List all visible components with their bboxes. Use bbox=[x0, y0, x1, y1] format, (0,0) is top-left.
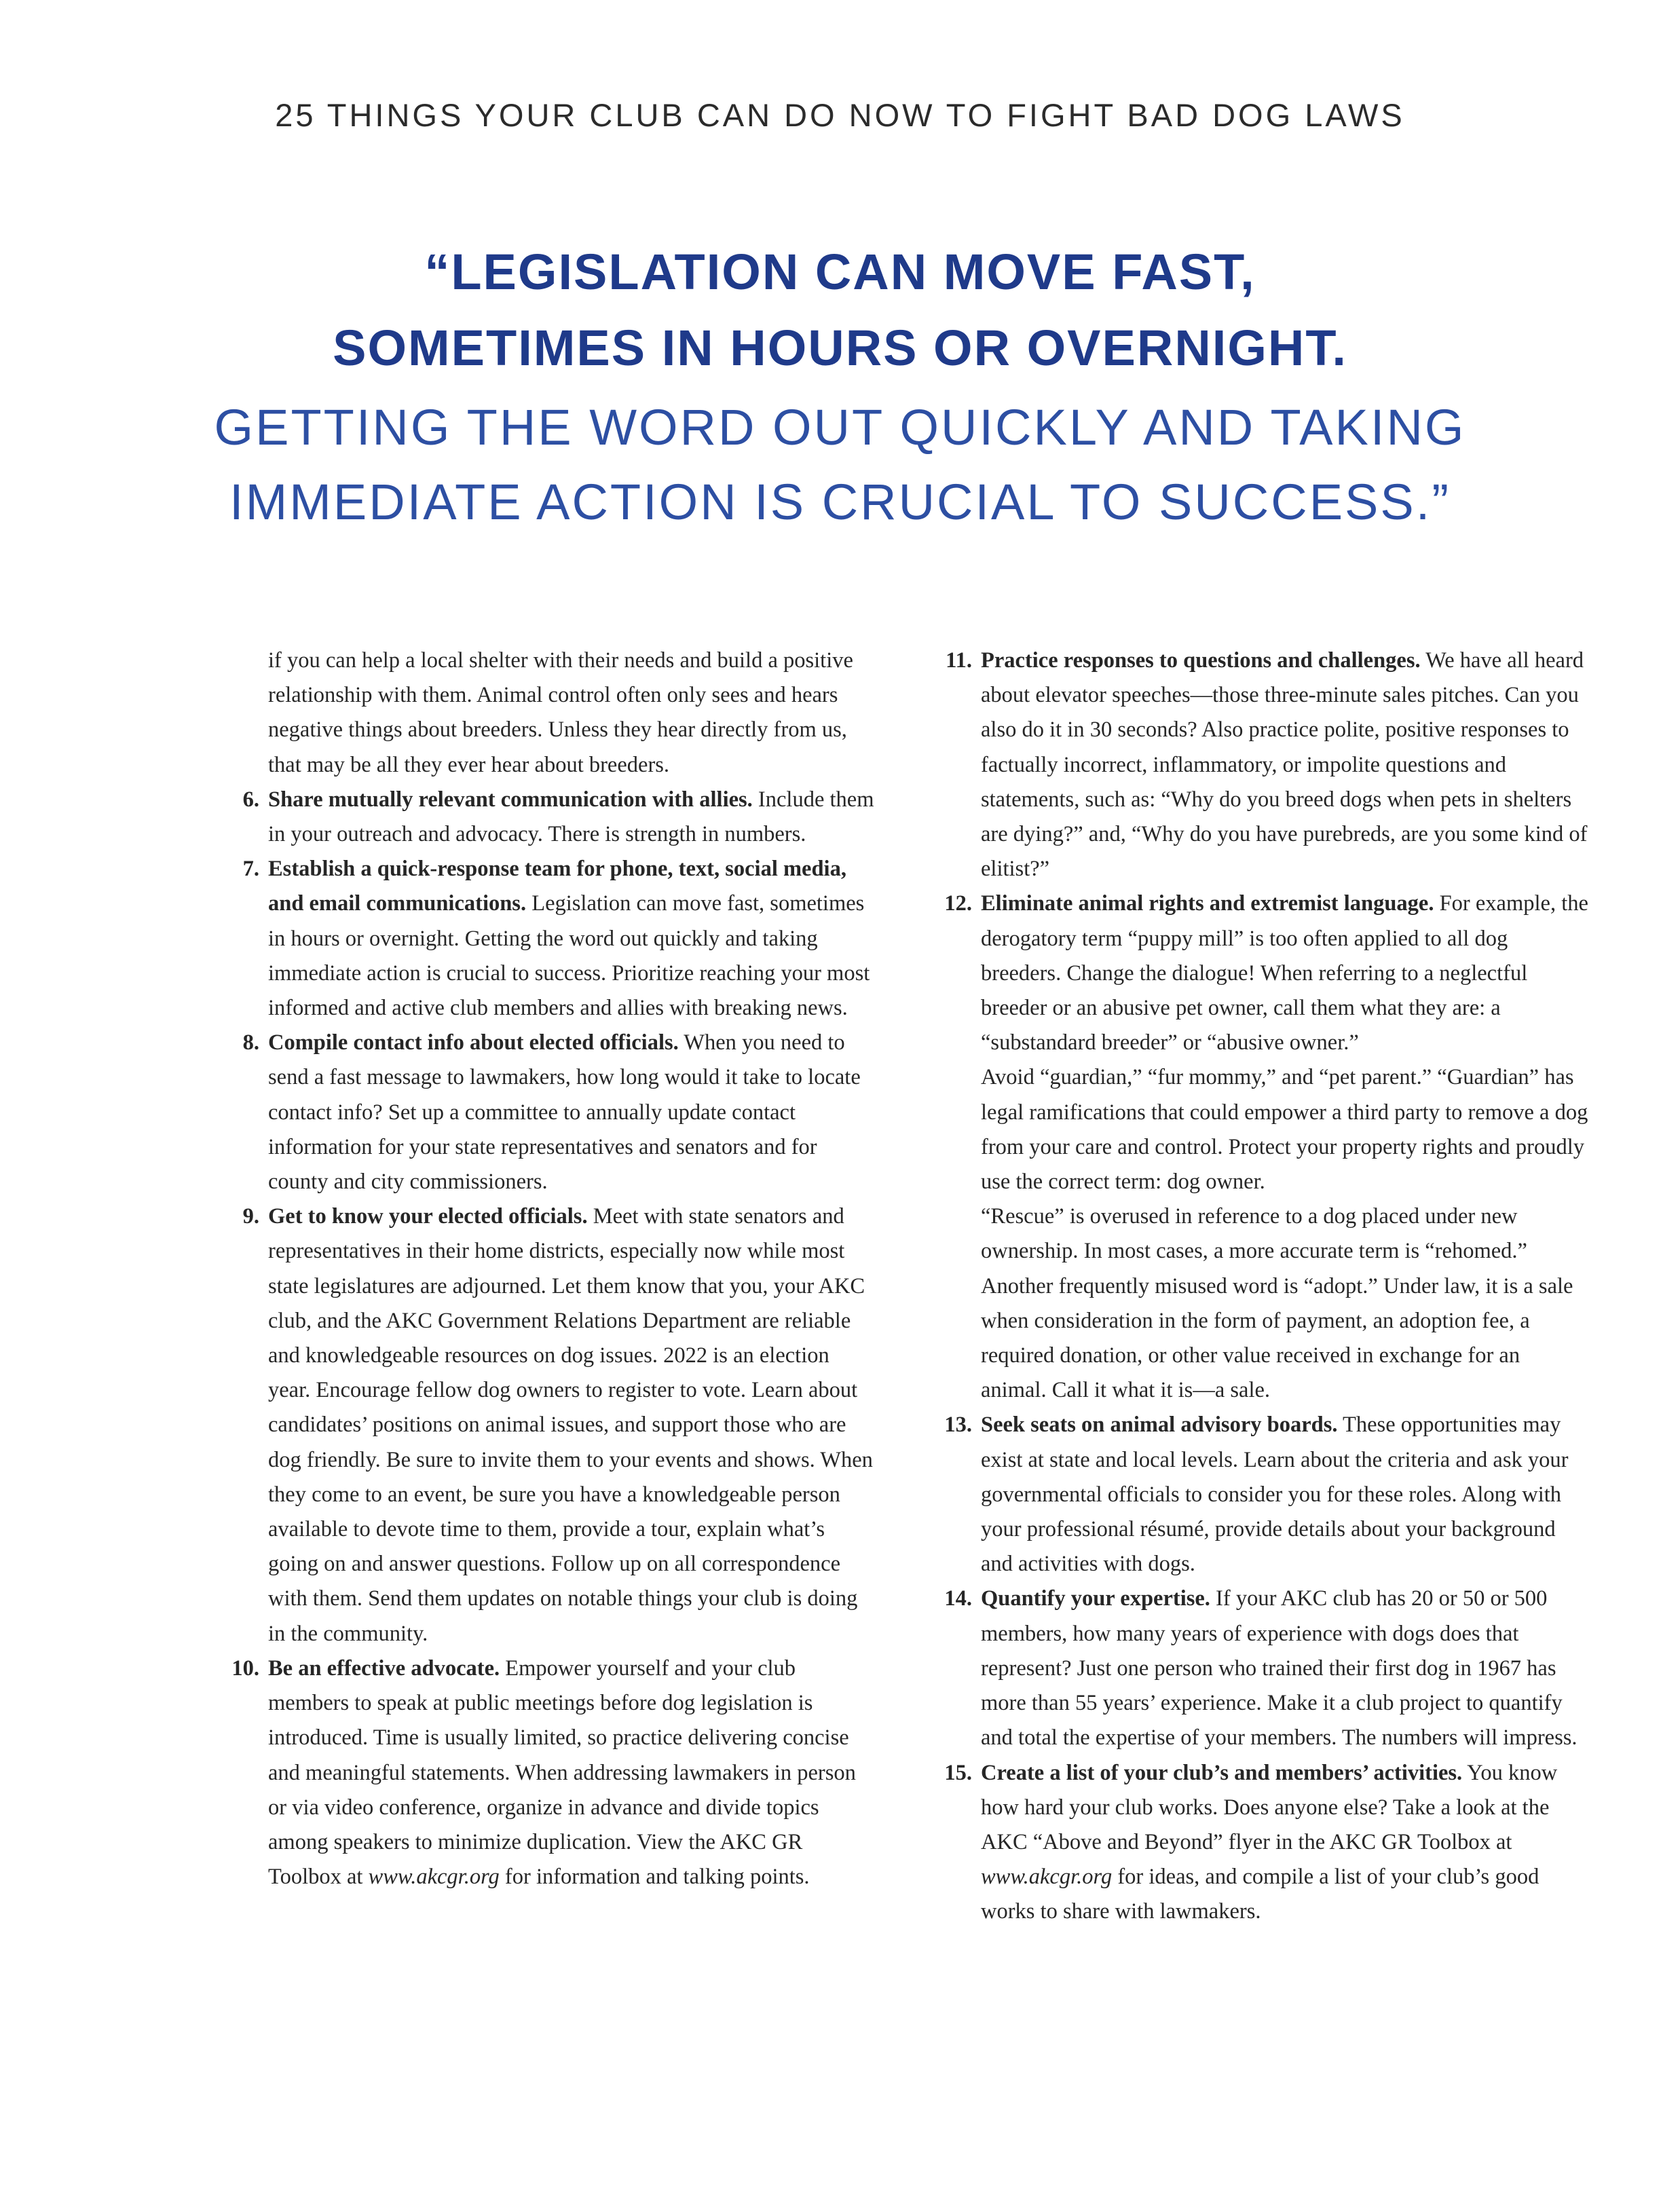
list-item bbox=[210, 852, 876, 1026]
list-item bbox=[210, 1199, 876, 1651]
list-item bbox=[923, 886, 1588, 1408]
item-lead: Seek seats on animal advisory boards. bbox=[981, 1412, 1338, 1438]
item-number: 13. bbox=[944, 1412, 972, 1438]
item-lead: Practice responses to questions and challenges. bbox=[981, 648, 1421, 673]
item-number: 15. bbox=[944, 1760, 972, 1785]
website-link[interactable]: www.akcgr.org bbox=[981, 1865, 1113, 1890]
pull-quote-bold-line: SOMETIMES IN HOURS OR OVERNIGHT. bbox=[333, 320, 1347, 376]
pull-quote-bold-line: “LEGISLATION CAN MOVE FAST, bbox=[424, 244, 1256, 300]
item-body-end: for ideas, and compile a list of your club’s good works to share with lawmakers. bbox=[981, 1865, 1539, 1924]
list-item bbox=[923, 643, 1588, 886]
item-lead: Create a list of your club’s and members’ activities. bbox=[981, 1760, 1463, 1785]
item-lead: Get to know your elected officials. bbox=[268, 1204, 588, 1229]
left-column bbox=[210, 643, 876, 1894]
item-number: 6. bbox=[242, 787, 259, 812]
right-column bbox=[923, 643, 1588, 1930]
item-number: 10. bbox=[231, 1655, 259, 1681]
list-item bbox=[923, 1756, 1588, 1930]
website-link[interactable]: www.akcgr.org bbox=[368, 1865, 500, 1890]
list-item bbox=[923, 1408, 1588, 1582]
list-item bbox=[923, 1582, 1588, 1755]
item-body: Meet with state senators and representatives in their home districts, especially now while most state legislatures are adjourned. Let them know that you, your AKC club, and the AKC Government Relations Department are reliable and knowledgeable resources on dog issues. 2022 is an election year. Encourage fellow dog owners to register to vote. Learn about candidates’ positions on animal issues, and support those who are dog friendly. Be sure to invite them to your events and shows. When they come to an event, be sure you have a knowledgeable person available to devote time to them, provide a tour, explain what’s going on and answer questions. Follow up on all correspondence with them. Send them updates on notable things your club is doing in the community. bbox=[268, 1204, 873, 1646]
item-body-end: for information and talking points. bbox=[499, 1865, 810, 1890]
running-header: 25 THINGS YOUR CLUB CAN DO NOW TO FIGHT BAD DOG LAWS bbox=[275, 97, 1405, 133]
item-body: Legislation can move fast, sometimes in hours or overnight. Getting the word out quickly and taking immediate action is crucial to success. Prioritize reaching your most informed and active club members and allies with breaking news. bbox=[268, 891, 870, 1021]
item-number: 7. bbox=[242, 857, 259, 882]
item-lead: Eliminate animal rights and extremist language. bbox=[981, 891, 1434, 916]
item-lead: Be an effective advocate. bbox=[268, 1655, 500, 1681]
pull-quote bbox=[0, 234, 1680, 540]
item-lead: Establish a quick-response team for phone, text, social media, and email communications. bbox=[268, 857, 846, 916]
item-body: You know how hard your club works. Does anyone else? Take a look at the AKC “Above and Beyond” flyer in the AKC GR Toolbox at bbox=[981, 1760, 1558, 1854]
item-number: 8. bbox=[242, 1030, 259, 1055]
item-lead: Compile contact info about elected officials. bbox=[268, 1030, 679, 1055]
list-item bbox=[210, 1651, 876, 1894]
pull-quote-light-line: IMMEDIATE ACTION IS CRUCIAL TO SUCCESS.” bbox=[229, 474, 1451, 530]
item-extra-paragraph: Avoid “guardian,” “fur mommy,” and “pet parent.” “Guardian” has legal ramifications that could empower a third party to remove a dog from your care and control. Protect your property rights and proudly use the correct term: dog owner. bbox=[981, 1065, 1588, 1195]
item-body: If your AKC club has 20 or 50 or 500 members, how many years of experience with dogs does that represent? Just one person who trained their first dog in 1967 has more than 55 years’ experience. Make it a club project to quantify and total the expertise of your members. The numbers will impress. bbox=[981, 1586, 1578, 1751]
item-number: 9. bbox=[242, 1204, 259, 1229]
item-body: These opportunities may exist at state and local levels. Learn about the criteria and ask your governmental officials to consider you for these roles. Along with your professional résumé, provide details about your background and activities with dogs. bbox=[981, 1412, 1569, 1577]
item-body: For example, the derogatory term “puppy mill” is too often applied to all dog breeders. Change the dialogue! When referring to a neglectful breeder or an abusive pet owner, call them what they are: a “substandard breeder” or “abusive owner.” bbox=[981, 891, 1588, 1055]
item-body: Include them in your outreach and advocacy. There is strength in numbers. bbox=[268, 787, 874, 847]
continued-paragraph: if you can help a local shelter with their needs and build a positive relationship with them. Animal control often only sees and hears negative things about breeders. Unless they hear directly from us, that may be all they ever hear about breeders. bbox=[268, 648, 853, 777]
item-lead: Share mutually relevant communication with allies. bbox=[268, 787, 753, 812]
item-number: 12. bbox=[944, 891, 972, 916]
item-extra-paragraph: “Rescue” is overused in reference to a dog placed under new ownership. In most cases, a more accurate term is “rehomed.” Another frequently misused word is “adopt.” Under law, it is a sale when consideration in the form of payment, an adoption fee, a required donation, or other value received in exchange for an animal. Call it what it is—a sale. bbox=[981, 1204, 1573, 1403]
item-body: We have all heard about elevator speeches—those three-minute sales pitches. Can you also do it in 30 seconds? Also practice polite, positive responses to factually incorrect, inflammatory, or impolite questions and statements, such as: “Why do you breed dogs when pets in shelters are dying?” and, “Why do you have purebreds, are you some kind of elitist?” bbox=[981, 648, 1588, 882]
list-item bbox=[210, 1026, 876, 1199]
item-body: Empower yourself and your club members to speak at public meetings before dog legislation is introduced. Time is usually limited, so practice delivering concise and meaningful statements. When addressing lawmakers in person or via video conference, organize in advance and divide topics among speakers to minimize duplication. View the AKC GR Toolbox at bbox=[268, 1655, 856, 1890]
pull-quote-light-line: GETTING THE WORD OUT QUICKLY AND TAKING bbox=[214, 399, 1466, 455]
item-number: 14. bbox=[944, 1586, 972, 1611]
item-lead: Quantify your expertise. bbox=[981, 1586, 1210, 1611]
item-body: When you need to send a fast message to lawmakers, how long would it take to locate contact info? Set up a committee to annually update contact information for your state representatives and senators and for county and city commissioners. bbox=[268, 1030, 861, 1195]
list-item bbox=[210, 783, 876, 852]
item-number: 11. bbox=[946, 648, 972, 673]
